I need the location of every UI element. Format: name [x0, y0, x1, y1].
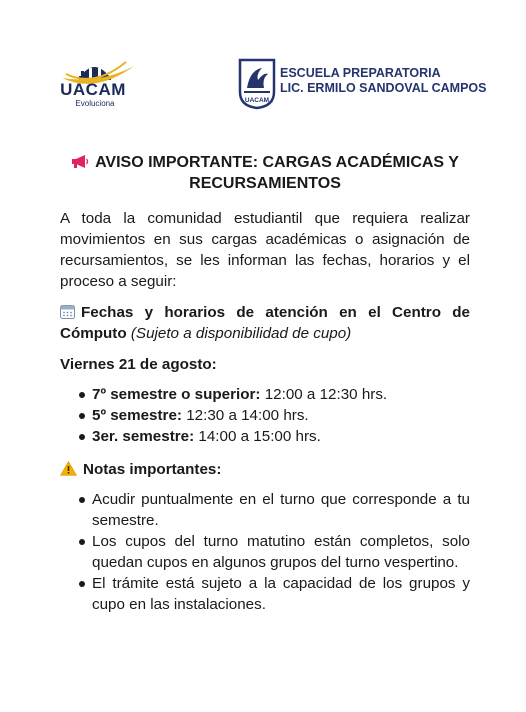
- title-line1: AVISO IMPORTANTE: CARGAS ACADÉMICAS Y: [95, 154, 459, 171]
- calendar-icon: [60, 304, 75, 319]
- notes-heading-text: Notas importantes:: [83, 461, 222, 478]
- notes-list: [60, 489, 470, 615]
- notes-heading: [60, 459, 470, 480]
- schedule-item-time: 12:30 a 14:00 hrs.: [186, 407, 309, 424]
- school-name: [280, 66, 487, 96]
- schedule-item-label: 7º semestre o superior:: [92, 386, 261, 403]
- schedule-note: (Sujeto a disponibilidad de cupo): [130, 325, 352, 342]
- title-line2: RECURSAMIENTOS: [189, 175, 341, 192]
- schedule-item-label: 5º semestre:: [92, 407, 182, 424]
- uacam-tagline: Evoluciona: [75, 99, 115, 108]
- list-item: [60, 426, 470, 447]
- schedule-item-label: 3er. semestre:: [92, 428, 195, 445]
- megaphone-icon: [71, 155, 89, 168]
- school-name-line2: LIC. ERMILO SANDOVAL CAMPOS: [280, 81, 487, 95]
- list-item: [60, 384, 470, 405]
- intro-paragraph: A toda la comunidad estudiantil que requiera realizar movimientos en sus cargas académicas o asignación de recursamientos, se les informan las fechas, horarios y el proceso a seguir:: [60, 210, 470, 290]
- schedule-list: [60, 384, 470, 447]
- school-name-line1: ESCUELA PREPARATORIA: [280, 66, 441, 80]
- uacam-wordmark: UACAM: [60, 80, 126, 99]
- warning-icon: [60, 461, 77, 476]
- list-item: El trámite está sujeto a la capacidad de los grupos y cupo en las instalaciones.: [60, 573, 470, 615]
- schedule-item-time: 12:00 a 12:30 hrs.: [264, 386, 388, 403]
- schedule-item-time: 14:00 a 15:00 hrs.: [198, 428, 321, 445]
- list-item: [60, 405, 470, 426]
- notice-body: [60, 152, 470, 615]
- schedule-heading-text: Fechas y horarios de atención en el Centro de Cómputo: [60, 304, 470, 342]
- list-item: Acudir puntualmente en el turno que corresponde a tu semestre.: [60, 489, 470, 531]
- document-header: [0, 0, 526, 140]
- notice-title: [60, 152, 470, 194]
- school-crest-icon: [238, 58, 276, 110]
- list-item: Los cupos del turno matutino están completos, solo quedan cupos en algunos grupos del turno vespertino.: [60, 531, 470, 573]
- schedule-heading: [60, 302, 470, 344]
- crest-label: UACAM: [244, 97, 270, 104]
- schedule-day: Viernes 21 de agosto:: [60, 356, 217, 373]
